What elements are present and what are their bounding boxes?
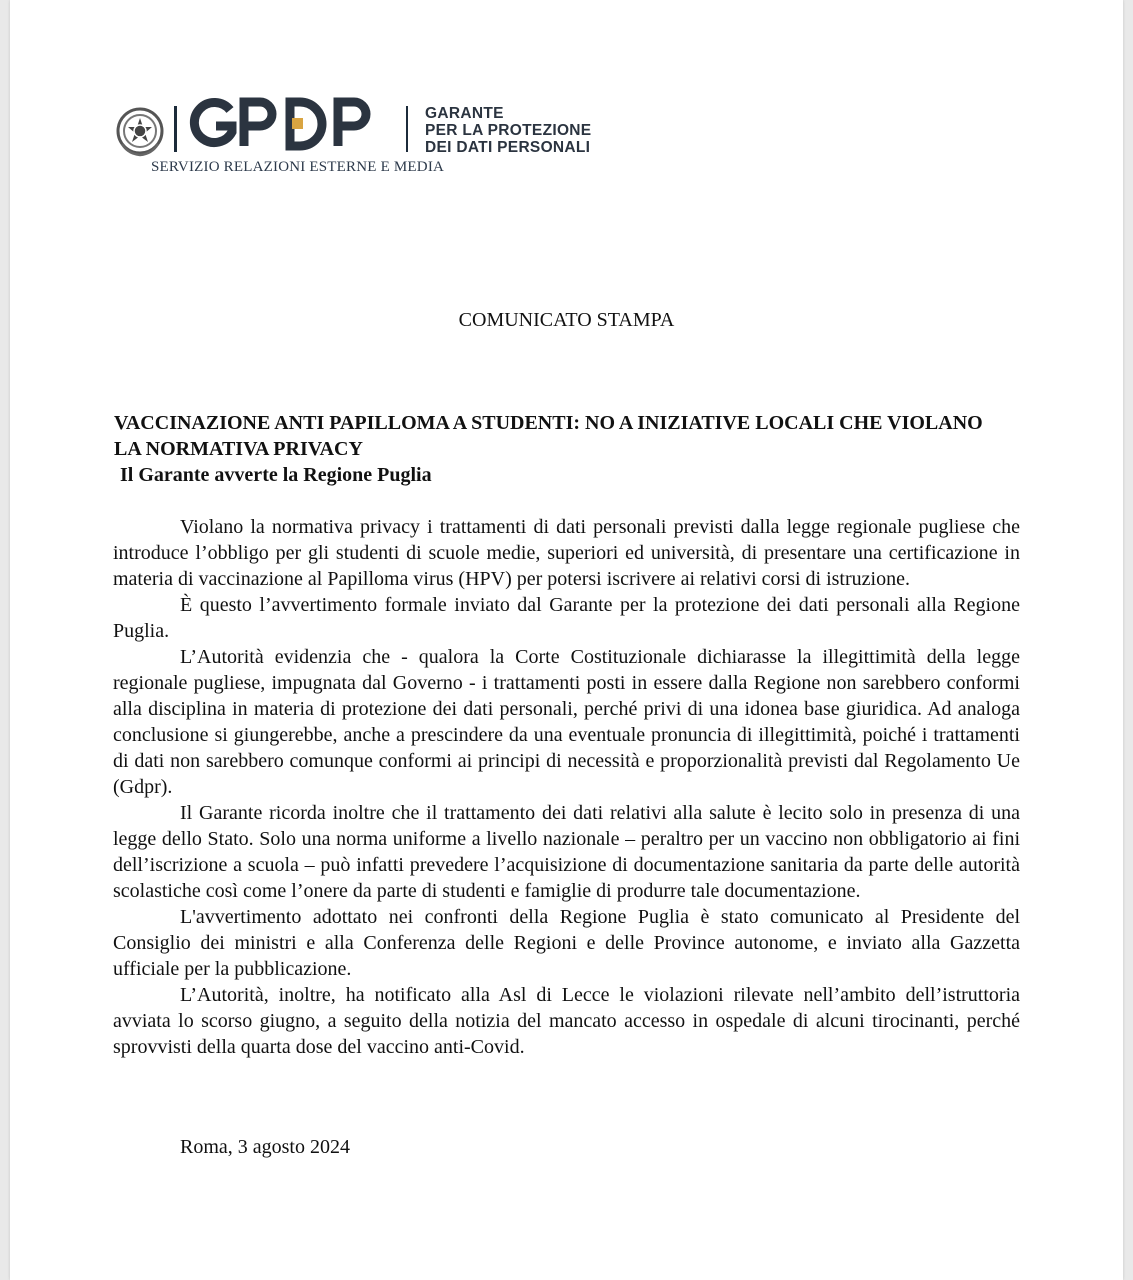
paragraph-2: È questo l’avvertimento formale inviato dal Garante per la protezione dei dati personali alla Regione Puglia. (113, 594, 1020, 642)
paragraph-1: Violano la normativa privacy i trattamenti di dati personali previsti dalla legge regionale pugliese che introduce l’obbligo per gli studenti di scuole medie, superiori ed università, di presentare una certificazione in materia di vaccinazione al Papilloma virus (HPV) per potersi iscrivere ai relativi corsi di istruzione. (113, 516, 1020, 590)
logo-line-1: GARANTE (425, 105, 504, 122)
gpdp-logo-mark (186, 96, 396, 154)
logo-divider (174, 106, 177, 152)
paragraph-5: L'avvertimento adottato nei confronti della Regione Puglia è stato comunicato al Presidente del Consiglio dei ministri e alla Conferenza delle Regioni e delle Province autonome, e inviato alla Gazzetta ufficiale per la pubblicazione. (113, 906, 1020, 980)
logo-accent-square (292, 118, 303, 129)
document-page (10, 0, 1123, 1280)
logo-line-2: PER LA PROTEZIONE (425, 122, 592, 139)
italian-republic-emblem-icon (114, 104, 166, 158)
paragraph-6: L’Autorità, inoltre, ha notificato alla Asl di Lecce le violazioni rilevate nell’ambito dell’istruttoria avviata lo scorso giugno, a seguito della notizia del mancato accesso in ospedale di alcuni tirocinanti, perché sprovvisti della quarta dose del vaccino anti-Covid. (113, 984, 1020, 1058)
paragraph-4: Il Garante ricorda inoltre che il trattamento dei dati relativi alla salute è lecito solo in presenza di una legge dello Stato. Solo una norma uniforme a livello nazionale – peraltro per un vaccino non obbligatorio ai fini dell’iscrizione a scuola – può infatti prevedere l’acquisizione di documentazione sanitaria da parte delle autorità scolastiche così come l’onere da parte di studenti e famiglie di produrre tale documentazione. (113, 802, 1020, 902)
document-date: Roma, 3 agosto 2024 (180, 1136, 350, 1158)
logo-line-3: DEI DATI PERSONALI (425, 139, 591, 156)
logo-full-name (425, 105, 591, 156)
logo-divider-2 (406, 106, 408, 152)
paragraph-3: L’Autorità evidenzia che - qualora la Corte Costituzionale dichiarasse la illegittimità della legge regionale pugliese, impugnata dal Governo - i trattamenti posti in essere dalla Regione non sarebbero conformi alla disciplina in materia di protezione dei dati personali, perché privi di una idonea base giuridica. Ad analoga conclusione si giungerebbe, anche a prescindere da una eventuale pronuncia di illegittimità, poiché i trattamenti di dati non sarebbero comunque conformi ai principi di necessità e proporzionalità previsti dal Regolamento Ue (Gdpr). (113, 646, 1020, 798)
press-release-subtitle: Il Garante avverte la Regione Puglia (120, 464, 432, 486)
press-release-title: VACCINAZIONE ANTI PAPILLOMA A STUDENTI: NO A INIZIATIVE LOCALI CHE VIOLANO LA NORMATIVA PRIVACY (114, 412, 983, 460)
document-kind: COMUNICATO STAMPA (458, 309, 675, 331)
gpdp-logo (186, 96, 396, 165)
service-label: SERVIZIO RELAZIONI ESTERNE E MEDIA (151, 159, 445, 175)
press-release-body (113, 514, 1020, 1060)
